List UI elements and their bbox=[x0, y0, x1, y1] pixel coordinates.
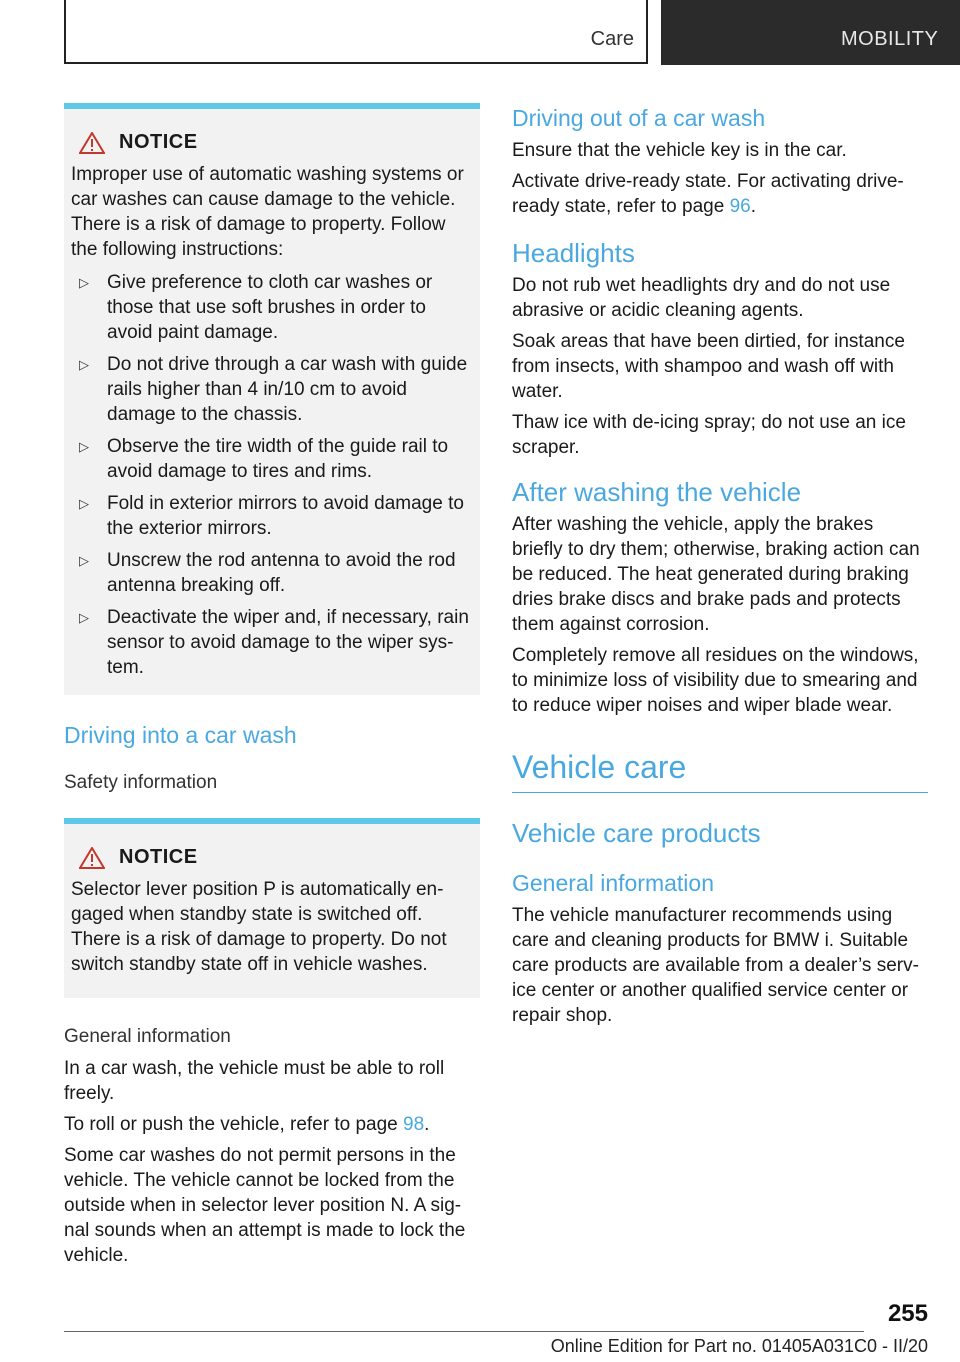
triangle-right-icon: ▷ bbox=[79, 553, 89, 568]
chapter-title: MOBILITY bbox=[841, 28, 939, 50]
triangle-right-icon: ▷ bbox=[79, 439, 89, 454]
header-left-frame bbox=[64, 0, 648, 64]
notice-title: NOTICE bbox=[119, 846, 198, 868]
warning-triangle-icon bbox=[79, 132, 105, 154]
triangle-right-icon: ▷ bbox=[79, 496, 89, 511]
list-item: ▷ Deactivate the wiper and, if necessary, rain sensor to avoid damage to the wiper sys‐tem. bbox=[79, 607, 469, 678]
paragraph-after-washing-2: Completely remove all residues on the windows, to minimize loss of visibility due to smearing and to reduce wiper noises and wiper blade wear. bbox=[512, 645, 919, 716]
heading-headlights: Headlights bbox=[512, 238, 635, 268]
heading-vehicle-care-products: Vehicle care products bbox=[512, 818, 761, 848]
notice-text: Selector lever position P is automatically en‐gaged when standby state is switched off. There is a risk of damage to property. Do not switch standby state off in vehicle washes. bbox=[71, 879, 447, 975]
paragraph-headlights-2: Soak areas that have been dirtied, for instance from insects, with shampoo and wash off with water. bbox=[512, 331, 905, 402]
paragraph-vehicle-key: Ensure that the vehicle key is in the car. bbox=[512, 140, 847, 161]
page-number: 255 bbox=[887, 1300, 928, 1327]
notice-text: Improper use of automatic washing systems or car washes can cause damage to the vehicle. There is a risk of damage to property. Follow the following instructions: bbox=[71, 164, 464, 260]
notice-header bbox=[71, 131, 473, 154]
notice-title: NOTICE bbox=[119, 131, 198, 153]
heading-vehicle-care: Vehicle care bbox=[512, 749, 687, 785]
section-title: Care bbox=[590, 28, 634, 50]
header-right-tab bbox=[661, 0, 960, 65]
paragraph-roll-push: To roll or push the vehicle, refer to page 98. bbox=[64, 1114, 430, 1135]
list-item: ▷ Fold in exterior mirrors to avoid damage to the exterior mirrors. bbox=[79, 493, 464, 539]
paragraph-roll-freely: In a car wash, the vehicle must be able to roll freely. bbox=[64, 1058, 445, 1104]
heading-safety-information: Safety information bbox=[64, 772, 218, 793]
list-item: ▷ Do not drive through a car wash with guide rails higher than 4 in/10 cm to avoid damage to the chassis. bbox=[79, 354, 468, 425]
notice-box-washing bbox=[64, 103, 480, 695]
paragraph-after-washing-1: After washing the vehicle, apply the brakes briefly to dry them; otherwise, braking action can be reduced. The heat generated during braking dries brake discs and brake pads and protects them against corrosion. bbox=[512, 514, 920, 635]
heading-general-information-right: General information bbox=[512, 870, 714, 896]
paragraph-persons-in-vehicle: Some car washes do not permit persons in the vehicle. The vehicle cannot be locked from the outside when in selector lever position N. A sig‐nal sounds when an attempt is made to lock the vehicle. bbox=[64, 1145, 466, 1266]
heading-driving-out-car-wash: Driving out of a car wash bbox=[512, 105, 766, 131]
paragraph-drive-ready: Activate drive-ready state. For activating drive-ready state, refer to page 96. bbox=[512, 171, 904, 217]
heading-general-information: General information bbox=[64, 1026, 231, 1047]
right-column bbox=[512, 104, 928, 1034]
notice-instruction-list bbox=[71, 270, 473, 680]
notice-header bbox=[71, 846, 473, 869]
paragraph-headlights-3: Thaw ice with de-icing spray; do not use an ice scraper. bbox=[512, 412, 906, 458]
triangle-right-icon: ▷ bbox=[79, 275, 89, 290]
paragraph-care-products: The vehicle manufacturer recommends using care and cleaning products for BMW i. Suitable care products are available from a dealer’s serv‐ice center or another qualified service center or repair shop. bbox=[512, 905, 919, 1026]
notice-box-standby bbox=[64, 818, 480, 998]
page-link-98[interactable]: 98 bbox=[403, 1114, 425, 1135]
footer-edition: Online Edition for Part no. 01405A031C0 - II/20 bbox=[550, 1336, 928, 1356]
page-link-96[interactable]: 96 bbox=[729, 196, 751, 217]
triangle-right-icon: ▷ bbox=[79, 357, 89, 372]
list-item: ▷ Give preference to cloth car washes or those that use soft brushes in order to avoid paint damage. bbox=[79, 272, 433, 343]
warning-triangle-icon bbox=[79, 847, 105, 869]
triangle-right-icon: ▷ bbox=[79, 610, 89, 625]
list-item: ▷ Unscrew the rod antenna to avoid the rod antenna breaking off. bbox=[79, 550, 456, 596]
paragraph-headlights-1: Do not rub wet headlights dry and do not use abrasive or acidic cleaning agents. bbox=[512, 275, 891, 321]
footer-divider bbox=[64, 1331, 864, 1332]
list-item: ▷ Observe the tire width of the guide rail to avoid damage to tires and rims. bbox=[79, 436, 449, 482]
left-column bbox=[64, 103, 480, 1274]
heading-driving-into-car-wash: Driving into a car wash bbox=[64, 722, 297, 748]
heading-after-washing: After washing the vehicle bbox=[512, 477, 802, 507]
